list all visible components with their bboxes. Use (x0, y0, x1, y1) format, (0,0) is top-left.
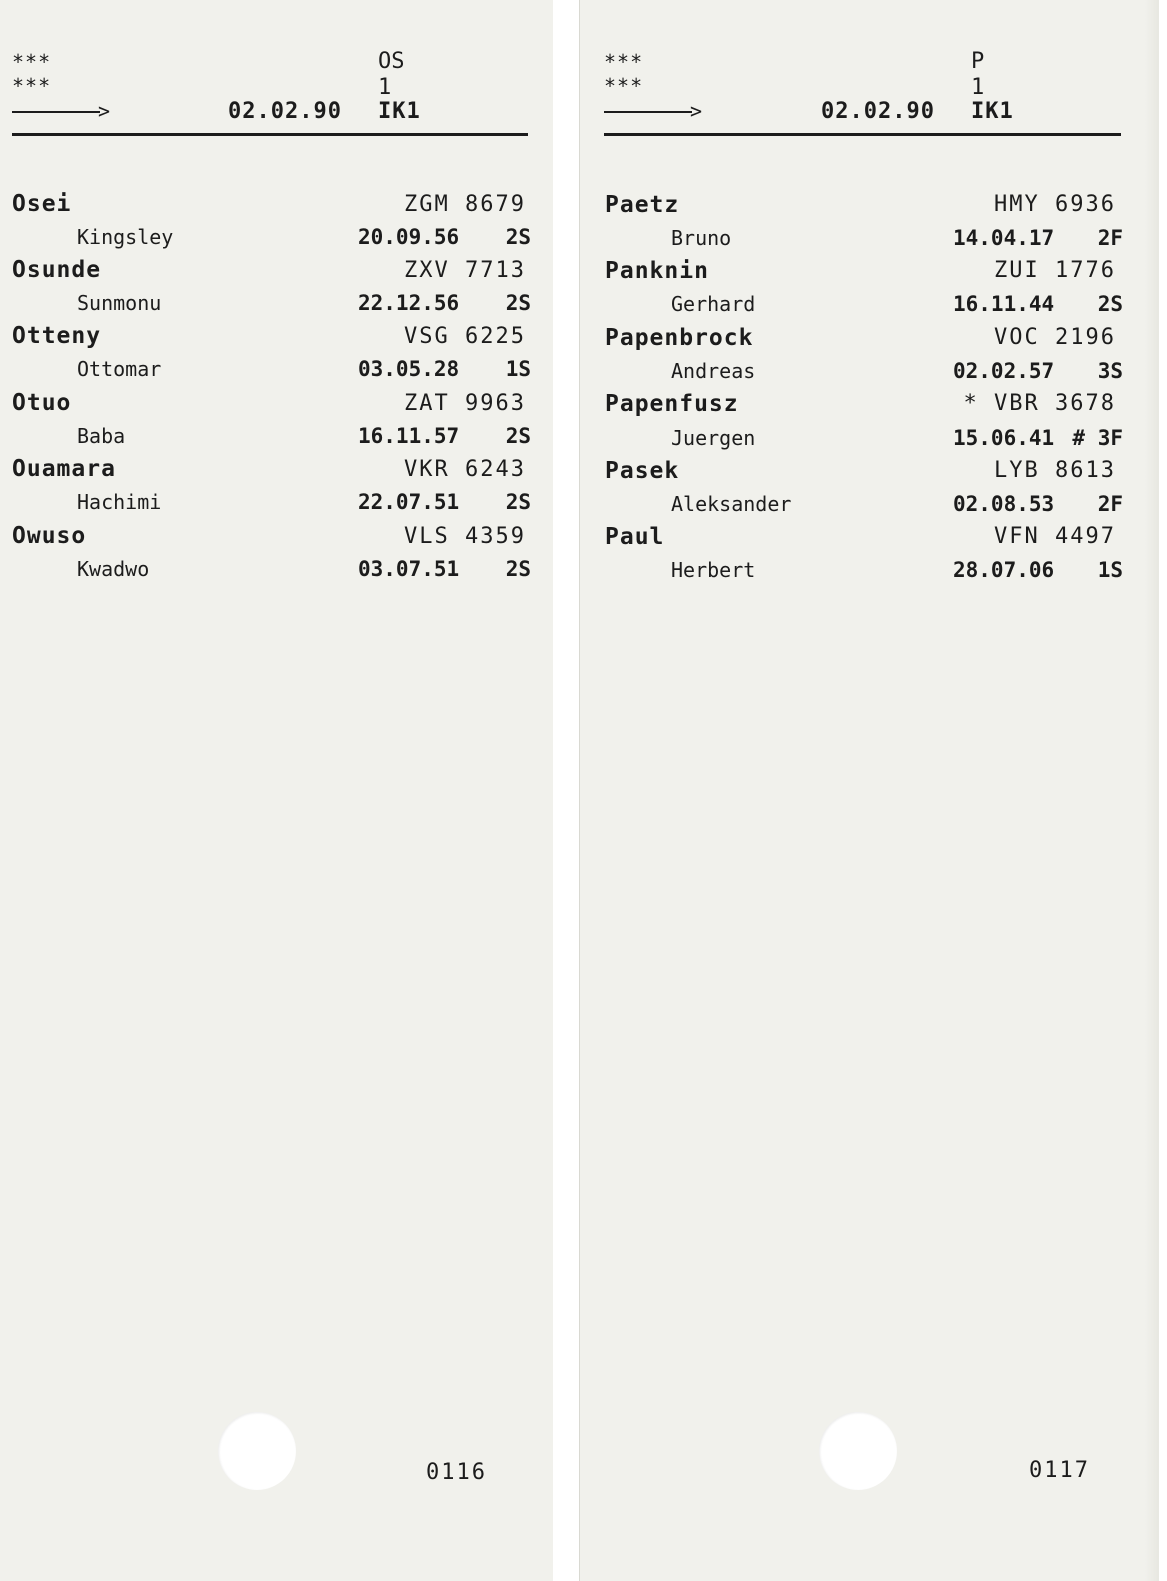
punch-hole (218, 1412, 296, 1490)
entry-birth-date: 03.05.28 (358, 357, 460, 381)
entry-code: ZXV 7713 (404, 258, 526, 283)
entry-code: ZUI 1776 (994, 258, 1116, 283)
entry-code: VKR 6243 (404, 457, 526, 482)
entry-birth-date: 02.02.57 (953, 359, 1055, 383)
punch-hole (819, 1412, 897, 1490)
header-ik: IK1 (378, 99, 421, 124)
entry-birth-date: 03.07.51 (358, 557, 460, 581)
entry-last-name: Osei (12, 191, 72, 217)
entry-first-name: Juergen (671, 426, 756, 450)
entry-first-name: Ottomar (77, 357, 162, 381)
entry-first-name: Herbert (671, 558, 756, 582)
entry-first-name: Bruno (671, 226, 732, 250)
entry-first-name: Aleksander (671, 492, 792, 516)
index-card-right (579, 0, 1159, 1581)
entry-code: VSG 6225 (404, 324, 526, 349)
arrow-icon: > (12, 98, 122, 124)
header-stars-top: *** (12, 50, 52, 74)
header-stars-top: *** (604, 50, 644, 74)
entry-code: ZAT 9963 (404, 391, 526, 416)
entry-birth-date: 16.11.44 (953, 292, 1055, 316)
header-letter: P (971, 49, 985, 74)
arrow-icon: > (604, 98, 714, 124)
entry-birth-date: 15.06.41 (953, 426, 1055, 450)
entry-last-name: Papenfusz (605, 391, 739, 417)
entry-code: VFN 4497 (994, 524, 1116, 549)
entry-code: HMY 6936 (994, 192, 1116, 217)
entry-class: 2S (505, 557, 531, 581)
header-stars-bottom: *** (12, 74, 52, 98)
card-gap (553, 0, 579, 1581)
entry-first-name: Kingsley (77, 225, 174, 249)
entry-first-name: Kwadwo (77, 557, 150, 581)
header-rule (12, 133, 528, 136)
entry-class: 3S (1097, 359, 1123, 383)
card-number: 0117 (1029, 1458, 1090, 1483)
entry-class: 1S (1097, 558, 1123, 582)
entry-last-name: Pasek (605, 458, 680, 484)
header-date: 02.02.90 (228, 99, 342, 124)
entry-code: ZGM 8679 (404, 192, 526, 217)
entry-last-name: Owuso (12, 523, 87, 549)
entry-first-name: Andreas (671, 359, 756, 383)
entry-code: VOC 2196 (994, 325, 1116, 350)
entry-code: * VBR 3678 (963, 391, 1116, 416)
entry-first-name: Hachimi (77, 490, 162, 514)
header-letter: OS (378, 49, 405, 74)
header-ik: IK1 (971, 99, 1014, 124)
entry-class: 1S (505, 357, 531, 381)
entry-birth-date: 02.08.53 (953, 492, 1055, 516)
entry-birth-date: 22.12.56 (358, 291, 460, 315)
entry-first-name: Gerhard (671, 292, 756, 316)
entry-class: 2F (1097, 226, 1123, 250)
header-rule (604, 133, 1121, 136)
entry-class: 2S (505, 490, 531, 514)
entry-last-name: Otteny (12, 323, 102, 349)
entry-first-name: Sunmonu (77, 291, 162, 315)
entry-code: LYB 8613 (994, 458, 1116, 483)
entry-class: 2F (1097, 492, 1123, 516)
header-number: 1 (378, 75, 392, 100)
entry-class: 2S (505, 424, 531, 448)
entry-code: VLS 4359 (404, 524, 526, 549)
entry-last-name: Otuo (12, 390, 72, 416)
entry-last-name: Paul (605, 524, 665, 550)
index-card-left (0, 0, 553, 1581)
entry-birth-date: 20.09.56 (358, 225, 460, 249)
header-date: 02.02.90 (821, 99, 935, 124)
card-number: 0116 (426, 1460, 487, 1485)
entry-birth-date: 14.04.17 (953, 226, 1055, 250)
entry-class: # 3F (1072, 426, 1123, 450)
entry-birth-date: 28.07.06 (953, 558, 1055, 582)
entry-last-name: Panknin (605, 258, 709, 284)
entry-birth-date: 22.07.51 (358, 490, 460, 514)
entry-first-name: Baba (77, 424, 126, 448)
entry-last-name: Papenbrock (605, 325, 754, 351)
entry-birth-date: 16.11.57 (358, 424, 460, 448)
entry-class: 2S (1097, 292, 1123, 316)
entry-last-name: Osunde (12, 257, 102, 283)
header-stars-bottom: *** (604, 74, 644, 98)
entry-class: 2S (505, 291, 531, 315)
header-number: 1 (971, 75, 985, 100)
entry-last-name: Ouamara (12, 456, 116, 482)
entry-last-name: Paetz (605, 192, 680, 218)
entry-class: 2S (505, 225, 531, 249)
